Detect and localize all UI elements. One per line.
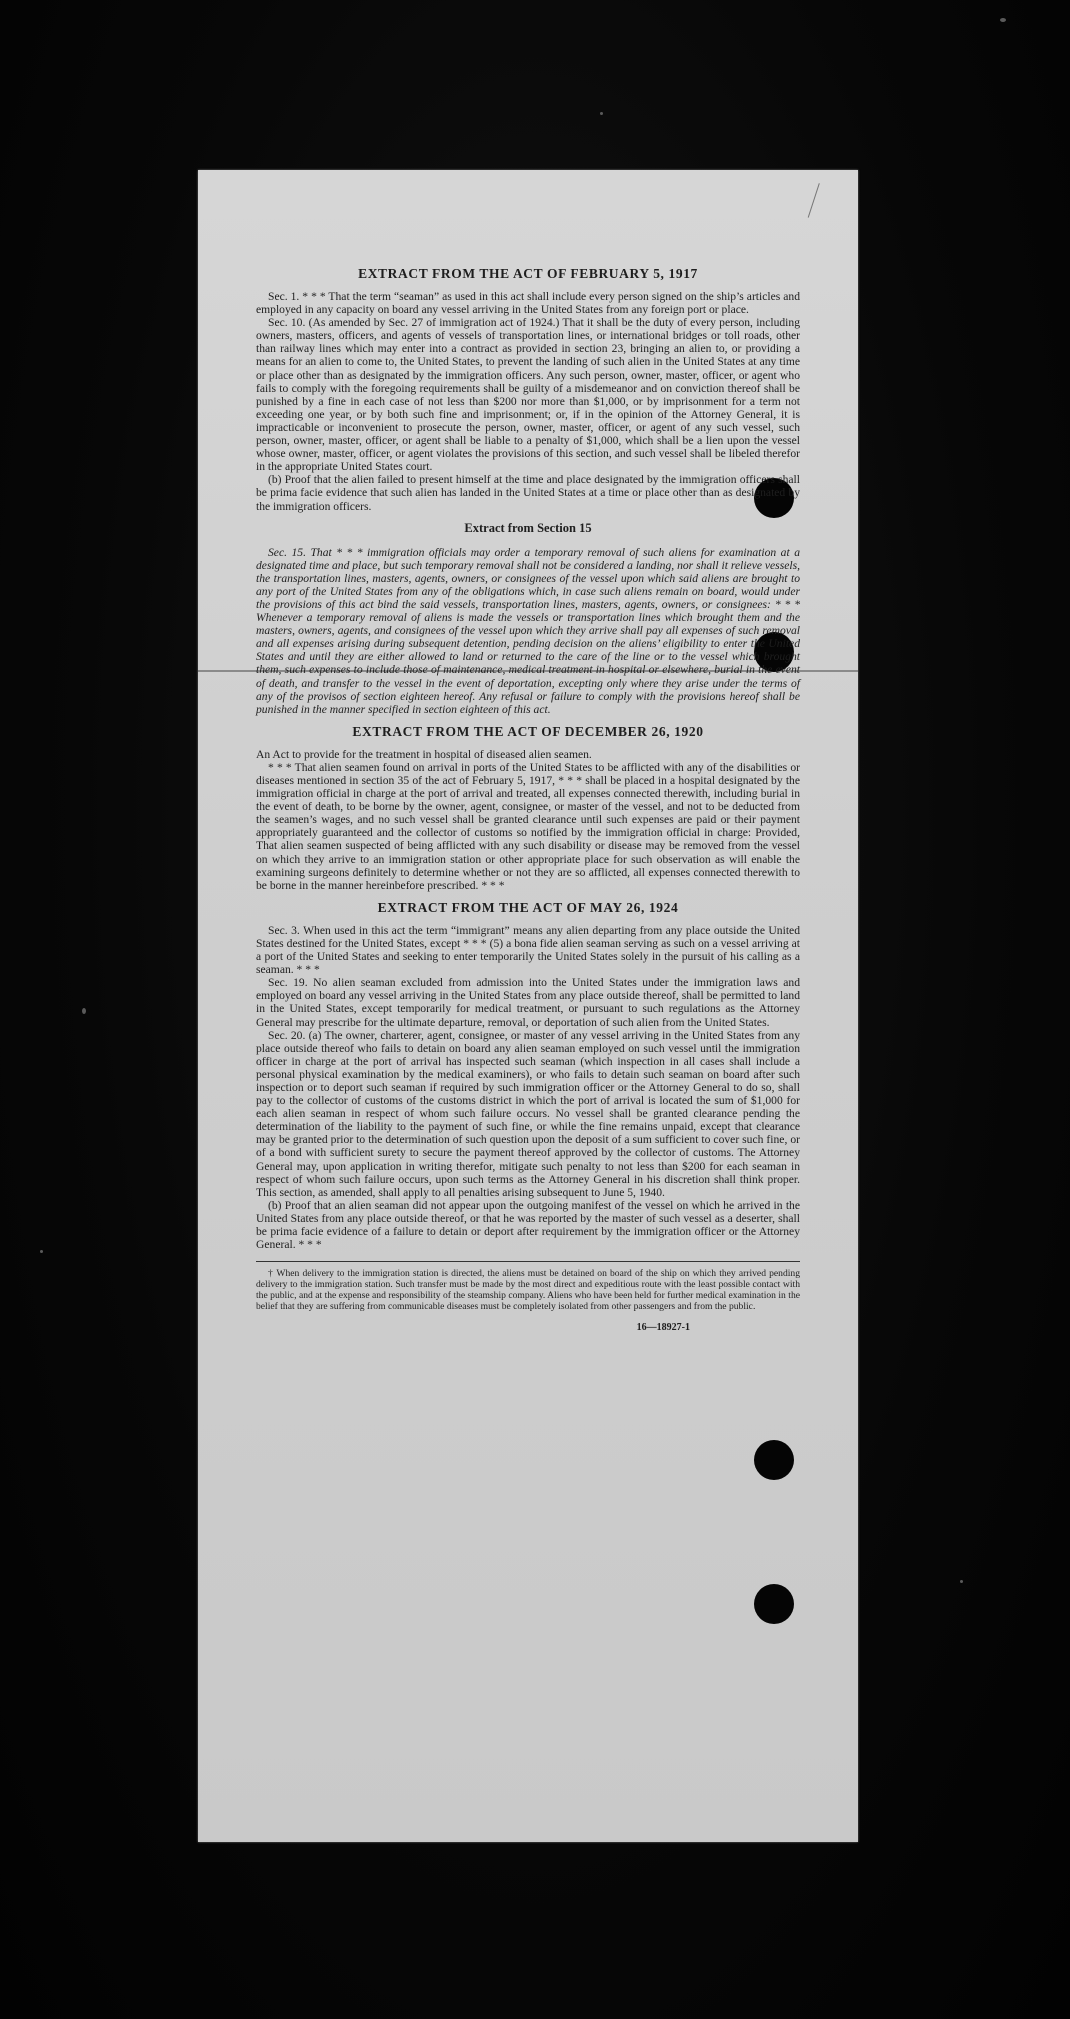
heading-section-15: Extract from Section 15	[464, 520, 592, 535]
footnote-divider	[256, 1261, 800, 1262]
punch-hole	[754, 1584, 794, 1624]
section-20-text: Sec. 20. (a) The owner, charterer, agent, consignee, or master of any vessel arriving in the United States from any place outside thereof who fails to detain on board any alien seaman employed on such vessel until the immigration officer in charge at the port of arrival has inspected such seaman (which inspection in all cases shall include a personal physical examination by the medical examiners), or who fails to detain such seaman on board after such inspection or to deport such seaman if required by such immigration officer or the Attorney General to do so, shall pay to the collector of customs of the customs district in which the port of arrival is located the sum of $1,000 for each alien seaman in respect of whom such failure occurs. No vessel shall be granted clearance pending the determination of the liability to the payment of such fine, or while the fine remains unpaid, except that clearance may be granted prior to the determination of such question upon the deposit of a sum sufficient to cover such fine, or of a bond with sufficient surety to secure the payment thereof approved by the collector of customs. The Attorney General may, upon application in writing therefor, mitigate such penalty to not less than $200 for each seaman in respect of whom such failure occurs, upon such terms as the Attorney General in his discretion shall think proper. This section, as amended, shall apply to all penalties arising subsequent to June 5, 1940.	[256, 1028, 800, 1199]
section-10b-text: (b) Proof that the alien failed to present himself at the time and place designated by the immigration officers shall be prima facie evidence that such alien has landed in the United States at a time or place other than as designated by the immigration officers.	[256, 473, 800, 513]
heading-act-1920: EXTRACT FROM THE ACT OF DECEMBER 26, 1920	[352, 723, 704, 739]
fold-mark	[808, 183, 830, 221]
act-1920-title: An Act to provide for the treatment in hospital of diseased alien seamen.	[256, 747, 592, 761]
act-1920-text: * * * That alien seamen found on arrival in ports of the United States to be afflicted with any of the disabilities or diseases mentioned in section 35 of the act of February 5, 1917, * * * shall be placed in a hospital designated by the immigration official in charge at the port of arrival and treated, all expenses connected therewith, including burial in the event of death, to be borne by the owner, agent, consignee, or master of the vessel, and not to be deducted from the seamen’s wages, and no such vessel shall be granted clearance until such expenses are paid or their payment appropriately guaranteed and the collector of customs so notified by the immigration official in charge: Provided, That alien seamen suspected of being afflicted with any such disability or disease may be removed from the vessel on which they arrive to an immigration station or other appropriate place for such observation as will enable the examining surgeons definitely to determine whether or not they are so afflicted, all expenses connected therewith to be borne in the manner hereinbefore prescribed. * * *	[256, 760, 800, 892]
heading-act-1917: EXTRACT FROM THE ACT OF FEBRUARY 5, 1917	[358, 266, 698, 281]
section-3-text: Sec. 3. When used in this act the term “immigrant” means any alien departing from any place outside the United States destined for the United States, except * * * (5) a bona fide alien seaman serving as such on a vessel arriving at a port of the United States and seeking to enter temporarily the United States solely in the pursuit of his calling as a seaman. * * *	[256, 923, 800, 977]
punch-hole	[754, 1440, 794, 1480]
scan-speck	[1000, 18, 1006, 22]
section-19-text: Sec. 19. No alien seaman excluded from admission into the United States under the immigration laws and employed on board any vessel arriving in the United States from any place outside thereof, shall be permitted to land in the United States, except temporarily for medical treatment, or pursuant to such regulations as the Attorney General may prescribe for the ultimate departure, removal, or deportation of such alien from the United States.	[256, 976, 800, 1029]
footnote-text: † When delivery to the immigration station is directed, the aliens must be detained on board of the ship on which they arrived pending delivery to the immigration station. Such transfer must be made by the most direct and expeditious route with the least possible contact with the public, and at the expense and responsibility of the steamship company. Aliens who have been held for further medical examination in the belief that they are suffering from communicable diseases must be completely isolated from other passengers and from the public.	[256, 1268, 800, 1313]
section-15-text: Sec. 15. That * * * immigration officials may order a temporary removal of such aliens for examination at a designated time and place, but such temporary removal shall not be considered a landing, nor shall it relieve vessels, the transportation lines, masters, agents, owners, or consignees of the vessel upon which said aliens are brought to any port of the United States from any of the obligations which, in case such aliens remain on board, would under the provisions of this act bind the said vessels, transportation lines, masters, agents, owners, or consignees: * * * Whenever a temporary removal of aliens is made the vessels or transportation lines which brought them and the masters, owners, agents, and consignees of the vessel upon which they arrive shall pay all expenses of such removal and all expenses arising during subsequent detention, pending decision on the aliens’ eligibility to enter the United States and until they are either allowed to land or returned to the care of the line or to the vessel which brought them, such expenses to include those of maintenance, medical treatment in hospital or elsewhere, burial in the event of death, and transfer to the vessel in the event of deportation, excepting only where they arise under the terms of any of the provisos of section eighteen hereof. Any refusal or failure to comply with the provisions hereof shall be punished in the manner specified in section eighteen of this act.	[256, 545, 800, 716]
form-number: 16—18927-1	[636, 1322, 690, 1334]
document-page	[198, 170, 858, 1842]
heading-act-1924: EXTRACT FROM THE ACT OF MAY 26, 1924	[377, 899, 679, 915]
scan-speck	[960, 1580, 963, 1583]
document-content	[256, 266, 800, 1333]
scan-speck	[600, 112, 603, 115]
section-1-text: Sec. 1. * * * That the term “seaman” as used in this act shall include every person signed on the ship’s articles and employed in any capacity on board any vessel arriving in the United States from any foreign port or place.	[256, 290, 800, 317]
scan-speck	[40, 1250, 43, 1253]
scan-speck	[82, 1008, 86, 1014]
section-10-text: Sec. 10. (As amended by Sec. 27 of immigration act of 1924.) That it shall be the duty of every person, including owners, masters, officers, and agents of vessels of transportation lines, or international bridges or toll roads, other than railway lines which may enter into a contract as provided in section 23, bringing an alien to, or providing a means for an alien to come to, the United States, to prevent the landing of such alien in the United States at any time or place other than as designated by the immigration officers. Any such person, owner, master, officer, or agent who fails to comply with the foregoing requirements shall be guilty of a misdemeanor and on conviction thereof shall be punished by a fine in each case of not less than $200 nor more than $1,000, or by imprisonment for a term not exceeding one year, or by both such fine and imprisonment; or, if in the opinion of the Attorney General, it is impracticable or inconvenient to prosecute the person, owner, master, officer, or agent of any such vessel, such person, owner, master, officer, or agent shall be liable to a penalty of $1,000, which shall be a lien upon the vessel whose owner, master, officer, or agent violates the provisions of this section, and such vessel shall be libeled therefor in the appropriate United States court.	[256, 316, 800, 474]
section-20b-text: (b) Proof that an alien seaman did not appear upon the outgoing manifest of the vessel on which he arrived in the United States from any place outside thereof, or that he was reported by the master of such vessel as a deserter, shall be prima facie evidence of a failure to detain or deport after requirement by the immigration officer or the Attorney General. * * *	[256, 1198, 800, 1252]
